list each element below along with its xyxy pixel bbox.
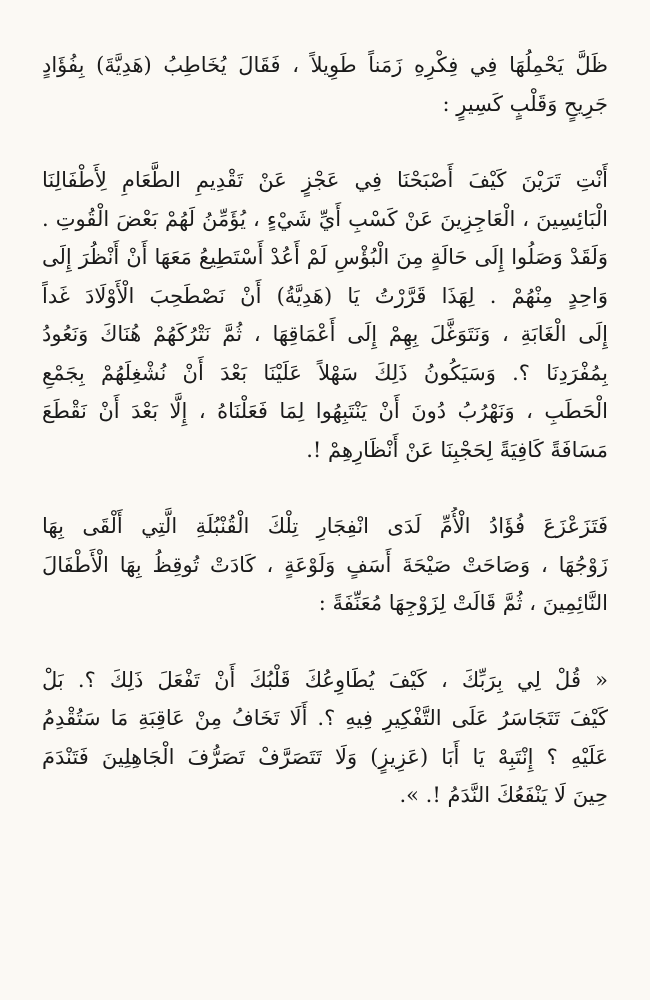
paragraph-mother-speech [42,661,608,815]
text-line: الْحَطَبِ ، وَنَهْرُبُ دُونَ أَنْ يَنْتَبِهُوا لِمَا فَعَلْنَاهُ ، إِلَّا بَعْدَ أَنْ نَقْطَعَ [42,399,608,423]
text-line: جَرِيحٍ وَقَلْبٍ كَسِيرٍ : [442,91,608,116]
text-line: « قُلْ لِي بِرَبِّكَ ، كَيْفَ يُطَاوِعُكَ قَلْبُكَ أَنْ تَفْعَلَ ذَلِكَ ؟. بَلْ [42,667,608,692]
text-line: كَيْفَ تَتَجَاسَرُ عَلَى التَّفْكِيرِ فِيهِ ؟. أَلَا تَخَافُ مِنْ عَاقِبَةِ مَا سَتُقْدِمُ [42,706,608,730]
text-line: بِمُفْرَدِنَا ؟. وَسَيَكُونُ ذَلِكَ سَهْلاً عَلَيْنَا بَعْدَ أَنْ نُشْغِلَهُمْ بِجَمْعِ [42,360,608,385]
text-line: الْبَائِسِينَ ، الْعَاجِزِينَ عَنْ كَسْبِ أَيِّ شَيْءٍ ، يُؤَمِّنُ لَهُمْ بَعْضَ الْقُوتِ . [42,206,608,231]
text-line: وَلَقَدْ وَصَلُوا إِلَى حَالَةٍ مِنَ الْبُؤْسِ لَمْ أَعُدْ أَسْتَطِيعُ مَعَهَا أَنْ أَنْظُرَ إِلَى [42,245,608,269]
paragraph-narration-2 [42,507,608,623]
text-line: عَلَيْهِ ؟ إِنْتَبِهْ يَا أَبَا (عَزِيزٍ) وَلَا تَتَصَرَّفْ تَصَرُّفَ الْجَاهِلِينَ فَتَنْدَمَ [42,744,608,769]
text-line: النَّائِمِينَ ، ثُمَّ قَالَتْ لِزَوْجِهَا مُعَنِّفَةً : [318,591,608,615]
text-line: مَسَافَةً كَافِيَةً لِحَجْبِنَا عَنْ أَنْظَارِهِمْ !. [306,437,608,462]
text-line: زَوْجُهَا ، وَصَاحَتْ صَيْحَةَ أَسَفٍ وَلَوْعَةٍ ، كَادَتْ تُوقِظُ بِهَا الْأَطْفَالَ [42,552,608,577]
text-line: وَاحِدٍ مِنْهُمْ . لِهَذَا قَرَّرْتُ يَا (هَدِيَّةُ) أَنْ نَصْطَحِبَ الْأَوْلَادَ غَداً [42,283,608,308]
paragraph-father-speech [42,161,608,469]
text-line: إِلَى الْغَابَةِ ، وَنَتَوَغَّلَ بِهِمْ إِلَى أَعْمَاقِهَا ، ثُمَّ نَتْرُكَهُمْ هُنَاكَ وَنَعُودُ [42,322,608,346]
text-line: فَتَزَعْزَعَ فُؤَادُ الْأُمِّ لَدَى انْفِجَارِ تِلْكَ الْقُنْبُلَةِ الَّتِي أَلْقَى بِهَا [42,514,608,538]
text-line: حِينَ لَا يَنْفَعُكَ النَّدَمُ !. ». [399,783,608,807]
paragraph-narration-1 [42,46,608,123]
text-line: ظَلَّ يَحْمِلُهَا فِي فِكْرِهِ زَمَناً طَوِيلاً ، فَقَالَ يُخَاطِبُ (هَدِيَّةَ) بِفُؤَادٍ [42,53,608,77]
text-line: أَنْتِ تَرَيْنَ كَيْفَ أَصْبَحْنَا فِي عَجْزٍ عَنْ تَقْدِيمِ الطَّعَامِ لِأَطْفَالِنَا [42,168,608,192]
